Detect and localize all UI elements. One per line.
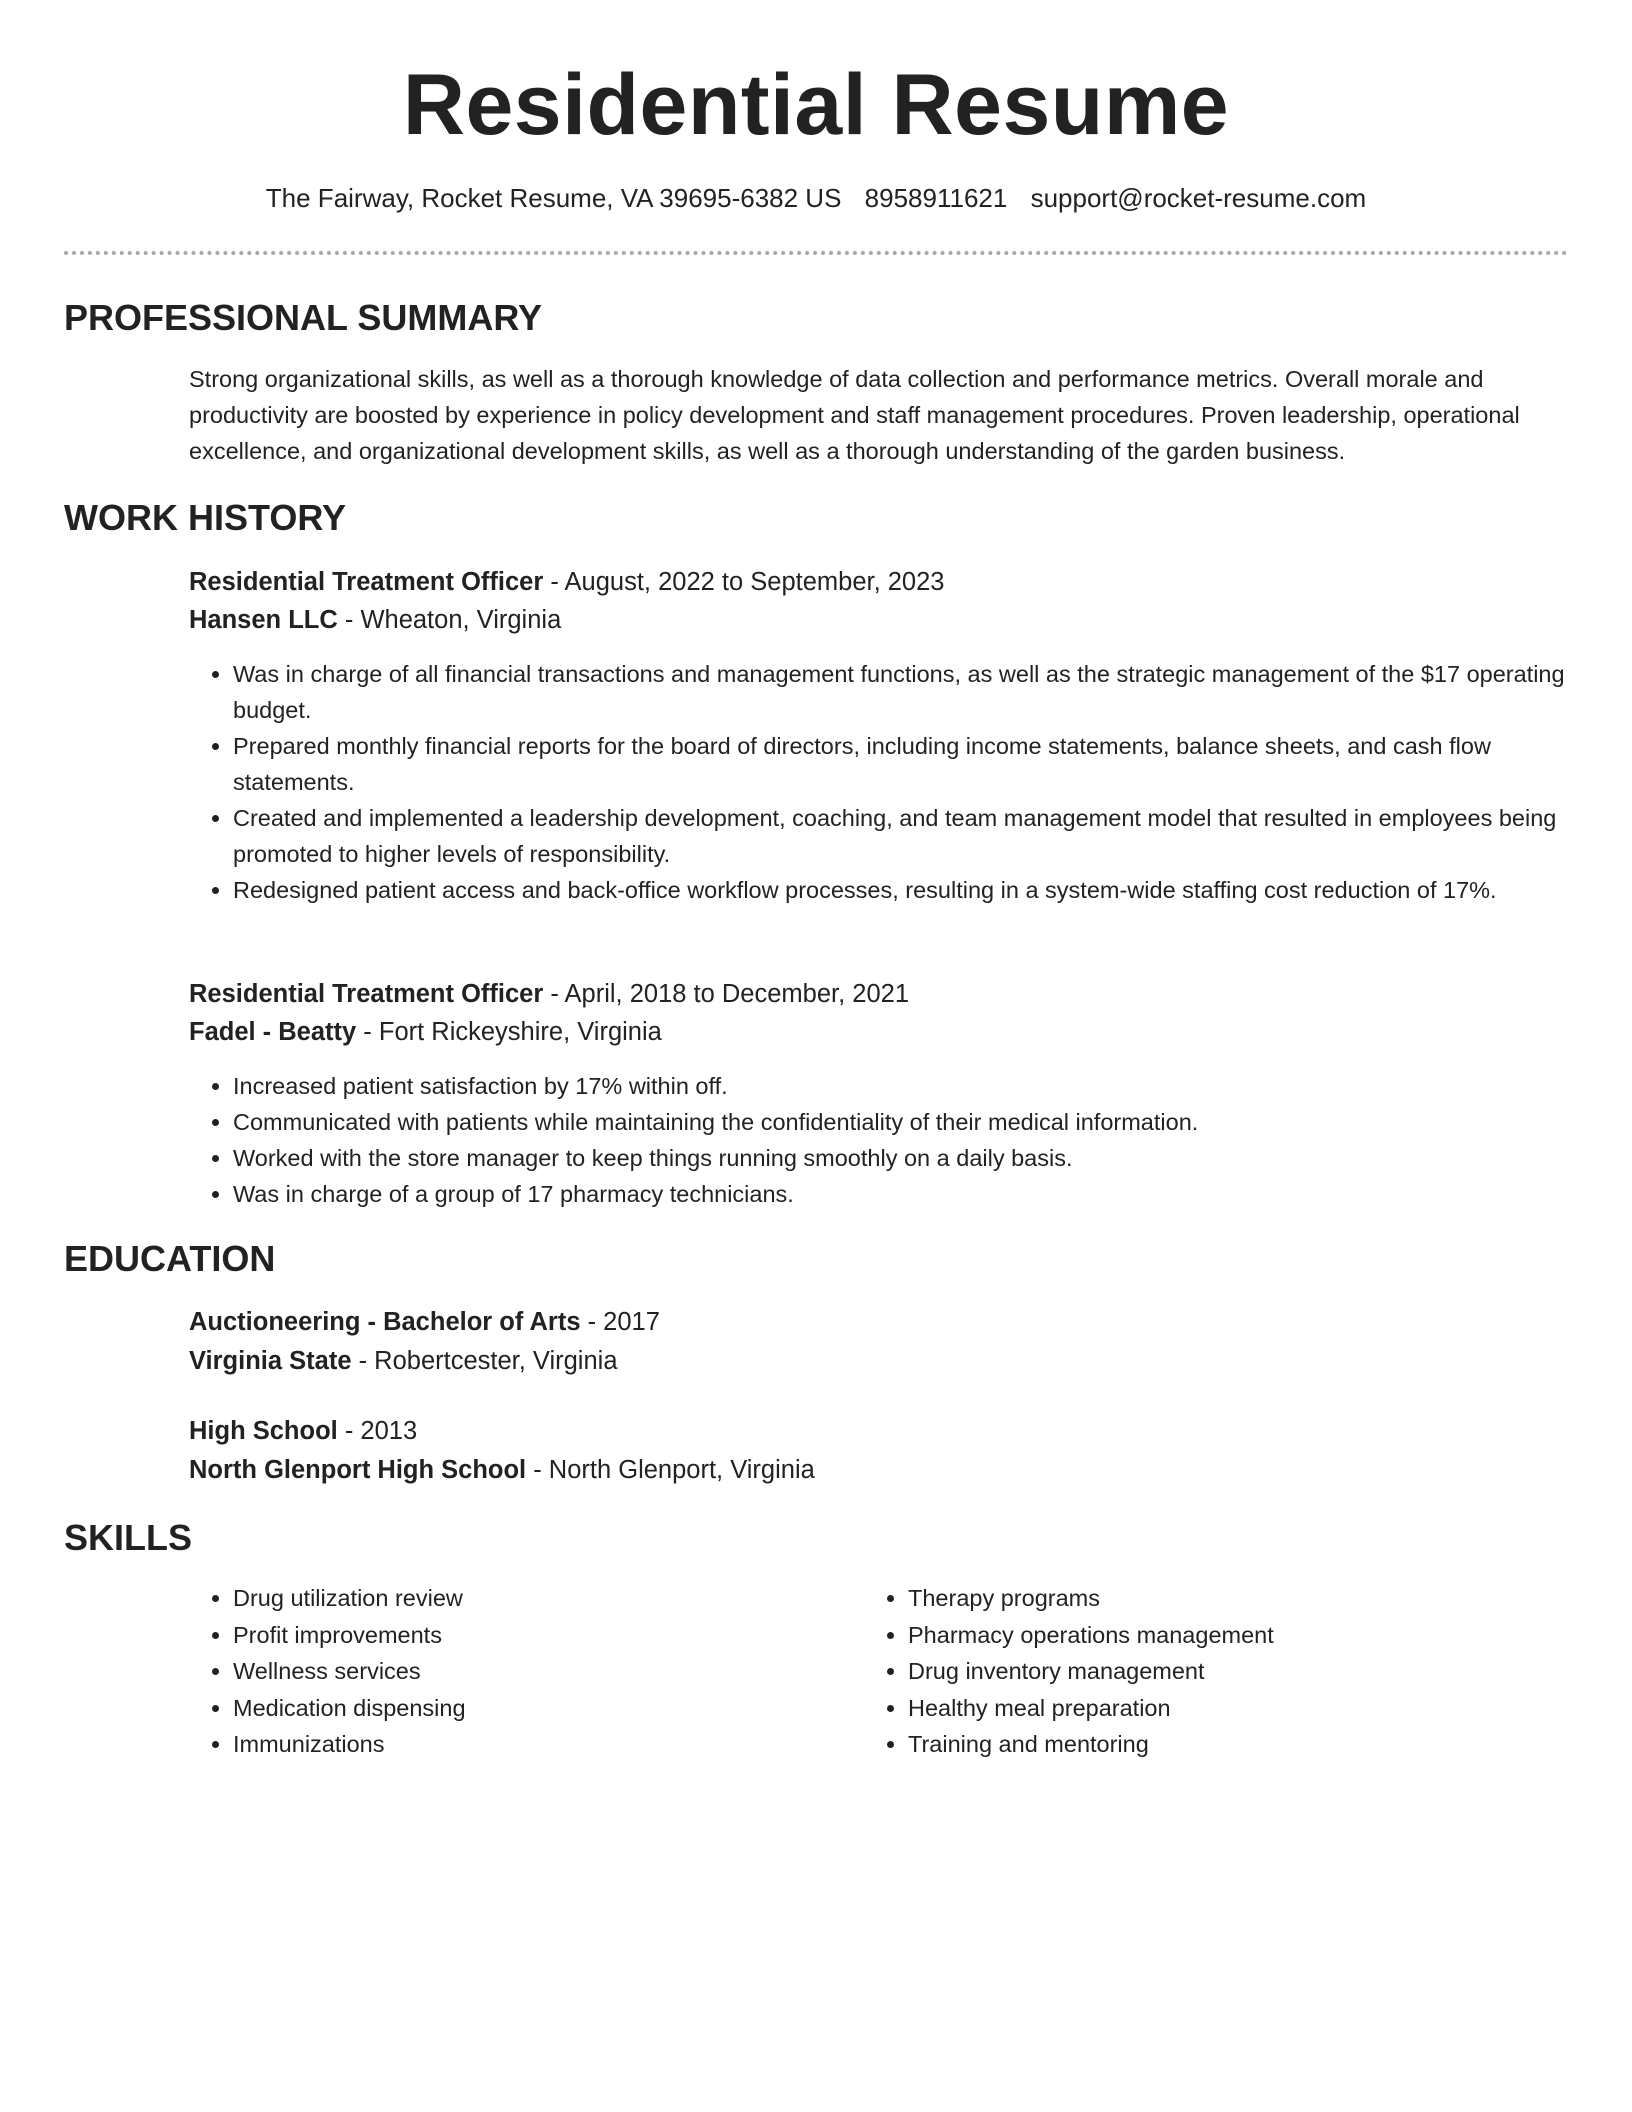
list-item: • Redesigned patient access and back-office workflow processes, resulting in a system-wide staffing cost reduction of 17%. [233,872,1613,908]
list-item: • Communicated with patients while maintaining the confidentiality of their medical information. [233,1104,1613,1140]
list-item: • Increased patient satisfaction by 17% within off. [233,1068,1613,1104]
education-1-location: - Robertcester, Virginia [351,1347,618,1375]
work-history-heading: WORK HISTORY [64,497,347,538]
job-2-location: - Fort Rickeyshire, Virginia [356,1018,662,1046]
list-item: • Created and implemented a leadership development, coaching, and team management model that resulted in employees being promoted to higher levels of responsibility. [233,800,1613,872]
skills-list-right [864,1580,1528,1763]
skills-heading: SKILLS [64,1517,193,1558]
education-1-degree: Auctioneering - Bachelor of Arts [189,1308,581,1336]
education-2-degree: High School [189,1417,338,1445]
summary-text: Strong organizational skills, as well as a thorough knowledge of data collection and performance metrics. Overall morale and productivity are boosted by experience in policy development and staff management procedures. Proven leadership, operational excellence, and organizational development skills, as well as a thorough understanding of the garden business. [189,366,1520,464]
contact-line [0,181,1632,215]
education-2-location: - North Glenport, Virginia [526,1456,815,1484]
header-divider [64,251,1568,255]
list-item: • Wellness services [233,1653,853,1690]
education-2-year: - 2013 [337,1417,418,1445]
education-1-school-line [189,1343,618,1379]
list-item: • Was in charge of all financial transactions and management functions, as well as the strategic management of the $17 operating budget. [233,656,1613,728]
job-1-title-line [189,564,944,600]
job-2-title-line [189,976,909,1012]
job-2-bullets [189,1068,1613,1212]
job-2-company: Fadel - Beatty [189,1018,357,1046]
contact-phone: 8958911621 [864,183,1008,213]
resume-name: Residential Resume [402,57,1230,153]
job-1-company: Hansen LLC [189,606,338,634]
list-item: • Drug inventory management [908,1653,1528,1690]
job-2-company-line [189,1014,662,1050]
list-item: • Healthy meal preparation [908,1690,1528,1727]
skills-list-left [189,1580,853,1763]
list-item: • Therapy programs [908,1580,1528,1617]
job-1-bullets [189,656,1613,908]
education-2-degree-line [189,1413,417,1449]
list-item: • Worked with the store manager to keep things running smoothly on a daily basis. [233,1140,1613,1176]
list-item: • Was in charge of a group of 17 pharmacy technicians. [233,1176,1613,1212]
list-item: • Medication dispensing [233,1690,853,1727]
contact-email: support@rocket-resume.com [1030,183,1367,213]
education-1-degree-line [189,1304,660,1340]
job-1-role: Residential Treatment Officer [189,568,544,596]
education-1-school: Virginia State [189,1347,352,1375]
education-2-school: North Glenport High School [189,1456,527,1484]
list-item: • Profit improvements [233,1617,853,1654]
education-2-school-line [189,1452,815,1488]
job-1-company-line [189,602,561,638]
education-1-year: - 2017 [580,1308,660,1336]
list-item: • Training and mentoring [908,1726,1528,1763]
job-1-location: - Wheaton, Virginia [337,606,562,634]
job-1-dates: - August, 2022 to September, 2023 [543,568,945,596]
summary-heading: PROFESSIONAL SUMMARY [64,297,543,338]
list-item: • Immunizations [233,1726,853,1763]
job-2-role: Residential Treatment Officer [189,980,544,1008]
list-item: • Pharmacy operations management [908,1617,1528,1654]
list-item: • Prepared monthly financial reports for the board of directors, including income statements, balance sheets, and cash flow statements. [233,728,1613,800]
education-heading: EDUCATION [64,1238,276,1279]
contact-address: The Fairway, Rocket Resume, VA 39695-6382 US [265,183,842,213]
job-2-dates: - April, 2018 to December, 2021 [543,980,909,1008]
list-item: • Drug utilization review [233,1580,853,1617]
